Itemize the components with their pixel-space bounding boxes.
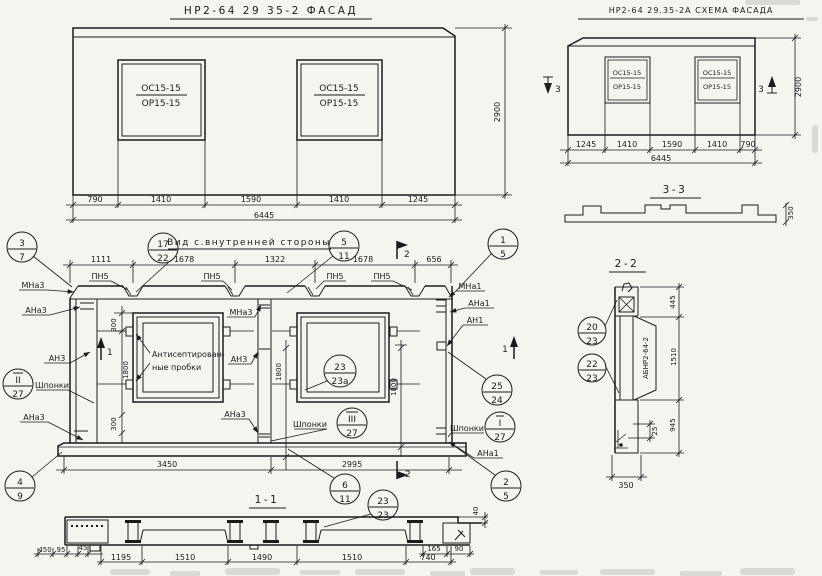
schema-dim: 1245: [575, 140, 597, 149]
ana3-label: АНа3: [23, 413, 45, 422]
schema-cut-mark-left: 3: [555, 85, 561, 95]
sec11-left-dim: 450: [38, 546, 52, 554]
ana3-label-mid: АНа3: [224, 410, 246, 419]
sec11-bottom-dim: 740: [420, 553, 436, 562]
sec11-right-dim: 90: [454, 545, 464, 553]
facade-window1-type: ОС15-15: [141, 84, 181, 94]
interior-top-dim: 1322: [264, 255, 286, 264]
interior-top-dim: 656: [426, 255, 442, 264]
mna1-label: МНа1: [458, 282, 482, 291]
sec11-bottom-dim: 1510: [341, 553, 363, 562]
callout-bottom: 27: [346, 429, 358, 439]
callout-top: 4: [17, 478, 23, 488]
interior-view: [19, 238, 518, 480]
sec11-left-dim: 45: [78, 544, 88, 552]
sec11-bottom-dim: 1195: [110, 553, 132, 562]
facade-drawing: [66, 5, 512, 223]
dim-40: 40: [472, 506, 480, 516]
callout-top: I: [498, 419, 502, 429]
facade-dim: 1410: [328, 195, 350, 204]
cut-mark-1-right: 1: [502, 345, 508, 355]
facade-total-dim: 6445: [253, 211, 275, 220]
cut-mark-1-left: 1: [107, 348, 113, 358]
cut-mark-2-bottom: 2: [405, 470, 411, 480]
interior-title: Вид с.внутренней стороны: [167, 238, 331, 248]
callout-bottom: 7: [19, 253, 25, 263]
interior-top-dim: 1678: [173, 255, 195, 264]
v-dim-1800: 1800: [390, 378, 398, 396]
callout-top: 23: [377, 497, 389, 507]
sec22-dim: 1510: [670, 348, 678, 366]
sec11-bottom-dim: 1490: [251, 553, 273, 562]
mna3-label-mid: МНа3: [229, 308, 253, 317]
schema-window2-type2: ОР15-15: [703, 83, 731, 91]
sec11-left-dim: 95: [56, 546, 66, 554]
facade-dim: 1590: [240, 195, 262, 204]
callout-bottom: 22: [157, 254, 169, 264]
interior-top-dim: 1111: [90, 255, 112, 264]
schema-title: НР2-64 29.35-2А СХЕМА ФАСАДА: [608, 6, 774, 15]
sec11-right-dim: 165: [427, 545, 441, 553]
section-1-1: [34, 494, 488, 565]
callout-top: 3: [19, 239, 25, 249]
an3-label: АН3: [48, 354, 66, 363]
schema-window1-type: ОС15-15: [612, 69, 642, 77]
pn5-label: ПН5: [326, 272, 344, 281]
v-dim-1800: 1800: [122, 361, 130, 379]
dim-3450: 3450: [156, 460, 178, 469]
pn5-label: ПН5: [203, 272, 221, 281]
section-3-3: [565, 184, 795, 226]
callout-top: 25: [491, 382, 503, 392]
shponki-label-left: Шпонки: [35, 381, 69, 390]
pn5-label: ПН5: [373, 272, 391, 281]
callout-top: 17: [157, 240, 169, 250]
dim-25: 25: [651, 426, 659, 436]
callout-bottom: 5: [500, 250, 506, 260]
facade-dim: 790: [87, 195, 103, 204]
callout-bottom: 27: [12, 390, 24, 400]
callout-top: 5: [341, 238, 347, 248]
callout-top: 23: [334, 363, 346, 373]
cut-mark-2-top: 2: [404, 250, 410, 260]
section-2-2: [606, 258, 684, 490]
v-dim-300: 300: [110, 417, 118, 431]
schema-dim: 1410: [616, 140, 638, 149]
facade-dim: 1245: [407, 195, 429, 204]
v-dim-300: 300: [110, 318, 118, 332]
callout-bottom: 5: [503, 492, 509, 502]
callout-bottom: 23а: [331, 377, 349, 387]
schema-dim: 1410: [706, 140, 728, 149]
an1-label: АН1: [466, 316, 484, 325]
callout-bottom: 23: [377, 511, 389, 521]
callout-top: 22: [586, 360, 598, 370]
callout-top: 6: [342, 481, 348, 491]
facade-window2-type2: ОР15-15: [319, 99, 359, 109]
schema-window1-type2: ОР15-15: [613, 83, 641, 91]
facade-title: НР2-64 29 35-2 ФАСАД: [183, 5, 359, 17]
callout-bottom: 11: [338, 252, 350, 262]
section-2-2-title: 2-2: [614, 258, 640, 270]
callout-top: II: [15, 376, 21, 386]
an3-label-mid: АН3: [230, 355, 248, 364]
note-antiseptic-line2: ные пробки: [152, 363, 202, 372]
interior-top-dim: 1678: [352, 255, 374, 264]
sec11-bottom-dim: 1510: [174, 553, 196, 562]
section-3-3-title: 3-3: [662, 184, 688, 196]
facade-height-dim: 2900: [493, 101, 502, 123]
facade-dim: 1410: [150, 195, 172, 204]
mna3-label: МНа3: [21, 281, 45, 290]
facade-window1-type2: ОР15-15: [141, 99, 181, 109]
sec22-dim: 445: [669, 295, 677, 309]
sec22-dim: 945: [669, 418, 677, 432]
callout-bottom: 23: [586, 337, 598, 347]
callout-bottom: 9: [17, 492, 23, 502]
section-3-3-height: 350: [787, 206, 795, 220]
callout-bottom: 27: [494, 433, 506, 443]
callout-bottom: 11: [339, 495, 351, 505]
section-1-1-title: 1-1: [254, 494, 280, 506]
ana1-label: АНа1: [468, 299, 490, 308]
schema-total-dim: 6445: [650, 154, 672, 163]
callout-top: 2: [503, 478, 509, 488]
schema-dim: 790: [740, 140, 756, 149]
shponki-label-right: Шпонки: [450, 424, 484, 433]
note-antiseptic-line1: Антисептирован-: [152, 350, 225, 359]
schema-height-dim: 2900: [794, 76, 803, 98]
shponki-label-mid: Шпонки: [293, 420, 327, 429]
callout-top: 1: [500, 236, 506, 246]
ana3-label: АНа3: [25, 306, 47, 315]
schema-cut-mark-right: 3: [758, 85, 764, 95]
pn5-label: ПН5: [91, 272, 109, 281]
schema-window2-type: ОС15-15: [702, 69, 732, 77]
dim-2995: 2995: [341, 460, 363, 469]
callout-bottom: 23: [586, 374, 598, 384]
dim-350: 350: [618, 481, 634, 490]
ana1-label: АНа1: [477, 449, 499, 458]
callout-bottom: 24: [491, 396, 503, 406]
callout-top: 20: [586, 323, 598, 333]
callout-top: III: [348, 415, 356, 425]
schema-drawing: [543, 6, 804, 166]
part-label: АБНР2-64-2: [642, 337, 650, 379]
v-dim-1800: 1800: [275, 363, 283, 381]
schema-dim: 1590: [661, 140, 683, 149]
facade-window2-type: ОС15-15: [319, 84, 359, 94]
